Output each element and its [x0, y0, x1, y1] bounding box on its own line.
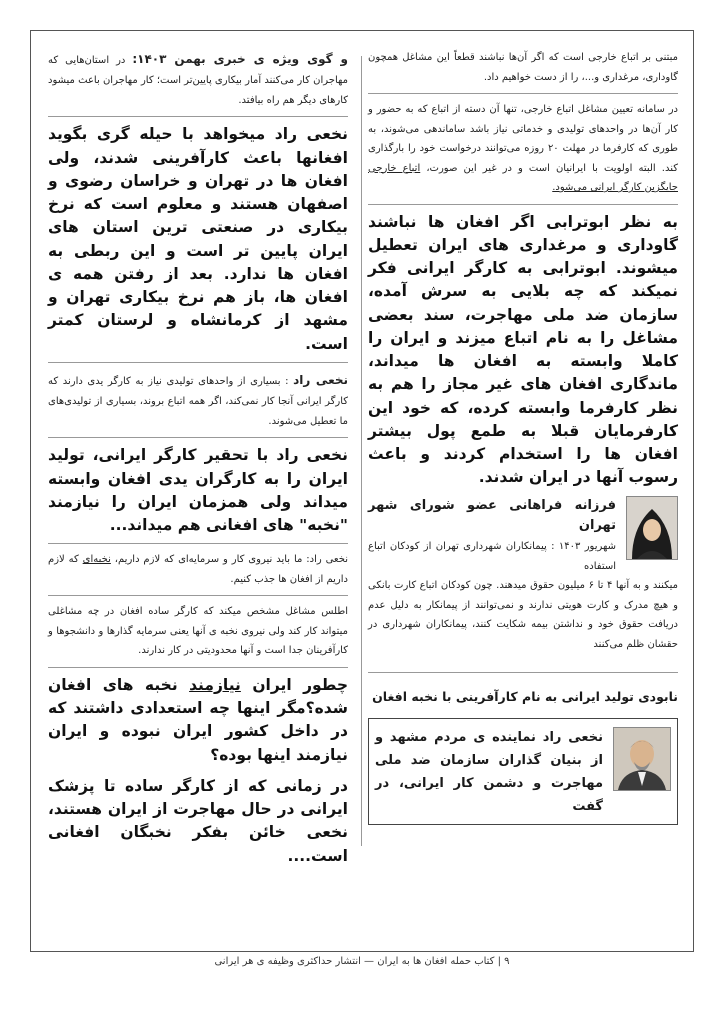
nakhaei-rad-box — [368, 718, 678, 825]
paragraph-livestock: مبتنی بر اتباع خارجی است که اگر آن‌ها نباشند قطعاً این مشاغل همچون گاوداری، مرغداری و...، را از دست خواهیم داد. — [368, 52, 678, 83]
paragraph-atlas: اطلس مشاغل مشخص میکند که کارگر ساده افغان در چه مشاغلی میتواند کار کند ولی نیروی نخبه ی آنها یعنی سرمایه گذارها و دانشجوها و کارآفرینان جدا است و آنها محدودیتی در کار ندارند. — [48, 606, 348, 657]
portrait-photo — [613, 727, 671, 791]
section-title: نابودی تولید ایرانی به نام کارآفرینی با نخبه افغان — [372, 689, 678, 705]
quote-speaker: نخعی راد — [293, 372, 348, 387]
paragraph-child-labor: میکنند و به آنها ۴ تا ۶ میلیون حقوق میدهند. چون کودکان اتباع کارت بانکی و هیچ مدرک و کارت هویتی ندارند و نمی‌توانند از پیمانکار به دلیل عدم دریافت حقوق خود و نداشتن بیمه شکایت کنند، پیمانکاران شهرداری در حقشان ظلم می‌کنند — [368, 580, 678, 650]
divider — [48, 437, 348, 438]
quote-text: : بسیاری از واحدهای تولیدی نیاز به کارگر یدی دارند که کارگر ایرانی آنجا کار نمی‌کند، اگر همه اتباع بروند، بسیاری از تولیدی‌های ما تعطیل می‌شوند. — [48, 375, 348, 427]
interview-heading: و گوی ویژه ی خبری بهمن ۱۴۰۳: — [132, 52, 348, 66]
box-text: نخعی راد نماینده ی مردم مشهد و از بنیان گذاران سازمان ضد ملی مهاجرت و دشمن کار ایرانی، در گفت — [375, 730, 603, 814]
profile-intro — [368, 537, 616, 576]
left-column — [48, 48, 348, 868]
profile-farahani — [368, 496, 678, 577]
quote-elites-b: که لازم داریم از افغان ها جذب کنیم. — [48, 554, 348, 585]
profile-text — [368, 496, 616, 577]
paragraph-jobs-system — [368, 100, 678, 198]
divider — [368, 204, 678, 205]
right-column — [368, 48, 678, 825]
page-footer: ۹ | کتاب حمله افغان ها به ایران — انتشار حداکثری وظیفه ی هر ایرانی — [214, 956, 510, 967]
divider — [48, 362, 348, 363]
underlined-replacement: اتباع خارجی جایگزین کارگر ایرانی می‌شود. — [368, 162, 678, 193]
divider — [48, 595, 348, 596]
bold-commentary-elites: نخعی راد با تحقیر کارگر ایرانی، تولید ایران را به کارگران یدی افغان وابسته میداند ولی همزمان ایران را نیازمند "نخبه" های افغانی هم میداند... — [48, 446, 348, 535]
divider — [368, 672, 678, 673]
man-portrait-icon — [614, 728, 670, 790]
bold-commentary-abutorabi: به نظر ابوترابی اگر افغان ها نباشند گاوداری و مرغداری های ایران تعطیل میشوند. ابوترابی به کارگر ایرانی فکر نمیکند که چه بلایی به سرش آمده، سازمان ضد ملی مهاجرت، سند بعضی مشاغل را به نام اتباع میزند و ایران را کاملا وابسته به افغان ها میداند، ماندگاری افغان های غیر مجاز را هم به نظر کارفرما وابسته کرده، که خود این کارفرمایان قبلا به طمع پول بیشتر افغان ها را استخدام کردند و باعث رسوب آنها در ایران شدند. — [368, 212, 678, 487]
quote-manual-workers — [48, 369, 348, 431]
profile-intro-text: پیمانکاران شهرداری تهران از کودکان اتباع استفاده — [368, 541, 616, 572]
portrait-photo — [626, 496, 678, 560]
woman-portrait-icon — [627, 497, 677, 559]
bold-question-b: نخبه های افغان شده؟مگر اینها چه استعدادی داشتند که در داخل کشور ایران نبوده و ایران نیازمند اینها بوده؟ — [48, 675, 348, 764]
divider — [48, 116, 348, 117]
divider — [48, 543, 348, 544]
bold-question-needed — [48, 674, 348, 767]
column-divider — [361, 56, 362, 846]
quote-attract-elites — [48, 550, 348, 589]
divider — [48, 667, 348, 668]
underlined-elite: نخبه‌ای — [82, 554, 111, 566]
quote-elites-a: نخعی راد: ما باید نیروی کار و سرمایه‌ای که لازم داریم، — [110, 554, 348, 566]
bold-commentary-brain-drain: در زمانی که از کارگر ساده تا پزشک ایرانی در حال مهاجرت از ایران هستند، نخعی خائن بفکر نخبگان افغانی است.... — [48, 776, 348, 865]
divider — [368, 93, 678, 94]
underlined-needed: نیازمند — [189, 675, 241, 694]
profile-name: فرزانه فراهانی عضو شورای شهر تهران — [368, 497, 616, 534]
interview-text: در استان‌هایی که مهاجران کار می‌کنند آمار بیکاری پایین‌تر است؛ کار مهاجران باعث میشود کارهای دیگر هم راه بیافتد. — [48, 55, 348, 106]
bold-commentary-unemployment: نخعی راد میخواهد با حیله گری بگوید افغانها باعث کارآفرینی شدند، ولی افغان ها در تهران و خراسان رضوی و اصفهان هستند و معلوم است که نرخ بیکاری در صنعتی ترین استان های ایران پایین تر است و این ربطی به افغان ها ندارد. بعد از رفتن همه ی افغان ها، باز هم نرخ بیکاری تهران و مشهد از کرمانشاه و لرستان کمتر است. — [48, 125, 348, 353]
bold-question-a: چطور ایران — [240, 675, 348, 694]
profile-date: شهریور ۱۴۰۳ : — [551, 541, 616, 553]
paragraph-interview — [48, 48, 348, 110]
jobs-system-text: در سامانه تعیین مشاغل اتباع خارجی، تنها آن دسته از اتباع که به حضور و کار آن‌ها در واحدهای تولیدی و خدماتی نیاز باشد ساماندهی می‌شوند، به طوری که کارفرما در مهلت ۲۰ روزه می‌توانند درخواست خود را بارگذاری کند. البته اولویت با ایرانیان است و در غیر این صورت، — [368, 104, 678, 174]
